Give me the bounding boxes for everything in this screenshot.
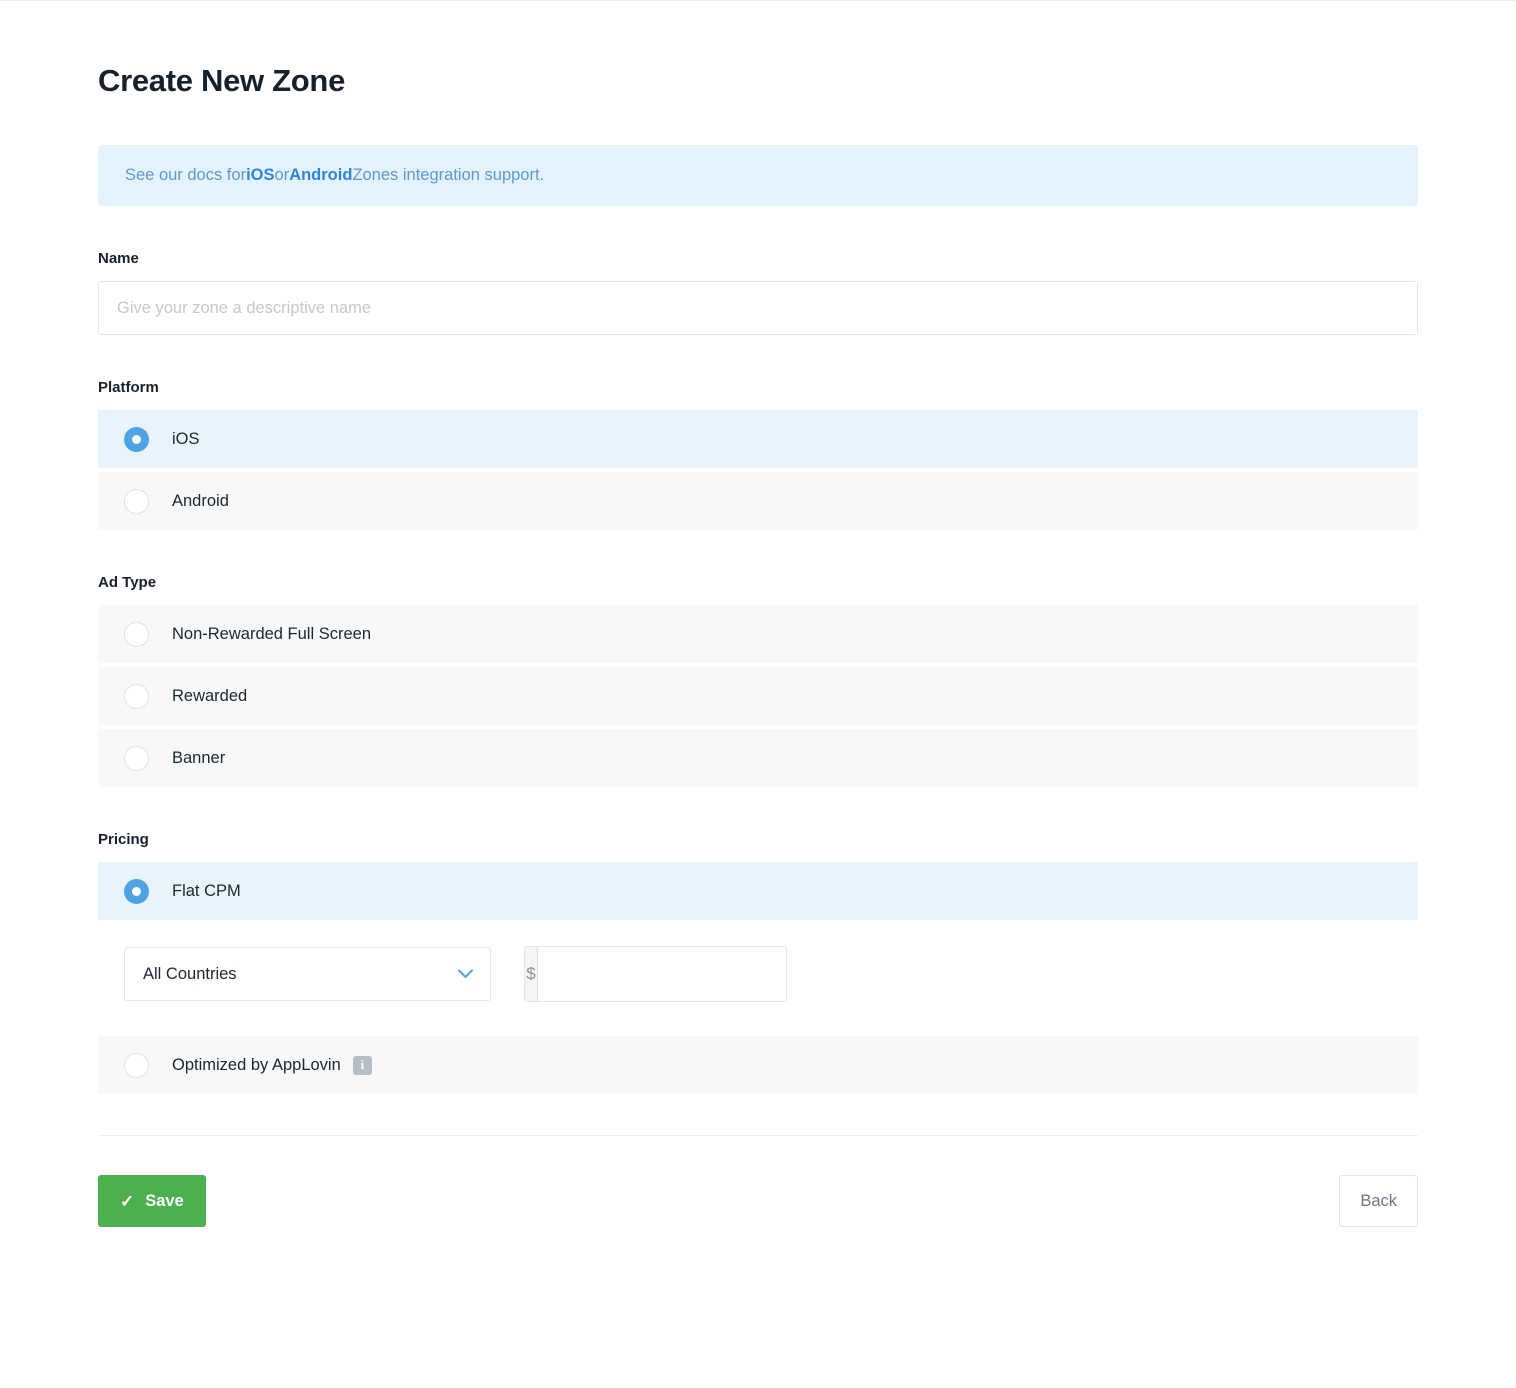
radio-icon[interactable] [124,427,149,452]
flat-cpm-inputs [124,946,1418,1002]
docs-link-android[interactable]: Android [289,166,353,184]
platform-option-ios-label: iOS [172,429,200,448]
pricing-option-flat-cpm[interactable] [98,862,1418,920]
docs-notice-banner [98,145,1418,206]
docs-notice-suffix: Zones integration support. [352,166,545,184]
ad-type-option-rewarded[interactable] [98,667,1418,725]
currency-symbol: $ [525,947,538,1001]
form-actions [98,1175,1418,1227]
cpm-amount-input[interactable] [538,947,786,1001]
name-label: Name [98,250,139,267]
pricing-option-flat-cpm-label: Flat CPM [172,881,241,900]
pricing-options [98,862,1418,1094]
top-divider [0,0,1516,1]
ad-type-option-rewarded-label: Rewarded [172,686,248,705]
ad-type-options [98,605,1418,787]
check-icon: ✓ [120,1191,135,1211]
platform-option-ios[interactable] [98,410,1418,468]
platform-options [98,410,1418,530]
page-title: Create New Zone [98,63,346,98]
zone-name-input[interactable] [98,281,1418,335]
docs-link-ios[interactable]: iOS [246,166,275,184]
footer-divider [98,1135,1418,1136]
ad-type-option-banner[interactable] [98,729,1418,787]
back-button[interactable]: Back [1339,1175,1418,1227]
pricing-label: Pricing [98,831,149,848]
save-button[interactable] [98,1175,206,1227]
docs-notice-separator: or [274,166,290,184]
save-button-label: Save [145,1191,184,1210]
platform-option-android[interactable] [98,472,1418,530]
cpm-amount-wrapper[interactable] [524,946,787,1002]
create-zone-page [0,63,1516,1227]
country-select[interactable]: All Countries [124,947,491,1001]
radio-icon[interactable] [124,684,149,709]
info-icon[interactable]: i [353,1056,372,1075]
radio-icon[interactable] [124,746,149,771]
platform-option-android-label: Android [172,491,229,510]
pricing-option-optimized-label: Optimized by AppLovin [172,1055,341,1074]
platform-label: Platform [98,379,159,396]
ad-type-option-non-rewarded-label: Non-Rewarded Full Screen [172,624,372,643]
country-select-wrapper[interactable] [124,947,491,1001]
radio-icon[interactable] [124,879,149,904]
radio-icon[interactable] [124,489,149,514]
radio-icon[interactable] [124,622,149,647]
pricing-option-optimized-by-applovin[interactable] [98,1036,1418,1094]
ad-type-option-non-rewarded-full-screen[interactable] [98,605,1418,663]
ad-type-label: Ad Type [98,574,157,591]
docs-notice-prefix: See our docs for [125,166,247,184]
radio-icon[interactable] [124,1053,149,1078]
ad-type-option-banner-label: Banner [172,748,226,767]
